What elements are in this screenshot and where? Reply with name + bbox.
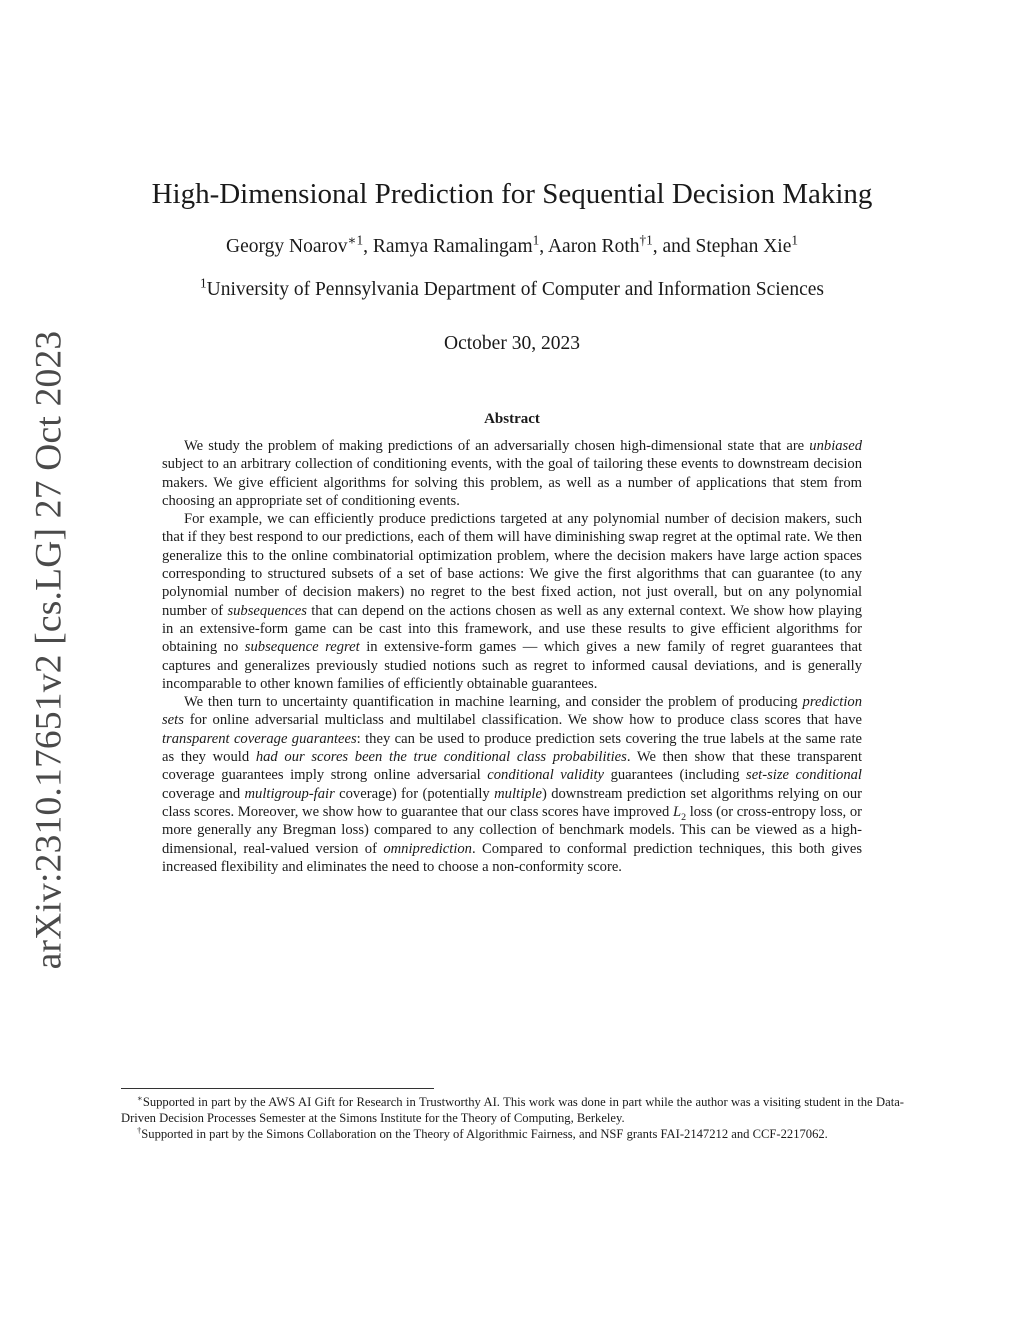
author-separator: , and xyxy=(652,236,696,257)
author-name: Aaron Roth xyxy=(547,236,640,257)
abstract-paragraph-1: We study the problem of making predictions of an adversarially chosen high-dimensional state that are unbiased subject to an arbitrary collection of conditioning events, with the goal of tailoring these events to downstream decision makers. We give efficient algorithms for solving this problem, as well as a number of applications that stem from choosing an appropriate set of conditioning events. xyxy=(162,438,862,509)
paper-title: High-Dimensional Prediction for Sequential Decision Making xyxy=(151,178,873,210)
author-mark: †1 xyxy=(639,232,653,248)
abstract-heading: Abstract xyxy=(484,411,540,427)
author-list xyxy=(0,232,1024,258)
affiliation-text: University of Pennsylvania Department of Computer and Information Sciences xyxy=(206,279,824,300)
footnote-mark: ∗ xyxy=(137,1092,143,1103)
author-mark: 1 xyxy=(532,232,540,248)
author-mark: 1 xyxy=(791,232,798,248)
footnote-2 xyxy=(121,1126,904,1142)
footnotes xyxy=(121,1094,904,1142)
author-name: Ramya Ramalingam xyxy=(372,236,533,257)
author-separator: , xyxy=(539,236,548,257)
abstract-paragraph-2: For example, we can efficiently produce predictions targeted at any polynomial number of decision makers, such that if they best respond to our predictions, each of them will have diminishing swap regret at the optimal rate. We then generalize this to the online combinatorial optimization problem, where the decision makers have large action spaces corresponding to structured subsets of a set of base actions: We give the first algorithms that can guarantee (to any polynomial number of decision makers) no regret to the best fixed action, not just overall, but on any polynomial number of subsequences that can depend on the actions chosen as well as any external context. We show how playing in an extensive-form game can be cast into this framework, and use these results to give efficient algorithms for obtaining no subsequence regret in extensive-form games — which gives a new family of regret guarantees that captures and generalizes previously studied notions such as regret to informed causal deviations, and is generally incomparable to other known families of efficiently obtainable guarantees. xyxy=(162,511,862,692)
footnote-text: Supported in part by the Simons Collaboration on the Theory of Algorithmic Fairness, and NSF grants FAI-2147212 and CCF-2217062. xyxy=(141,1127,828,1141)
author-name: Georgy Noarov xyxy=(225,236,348,257)
abstract-body xyxy=(162,437,862,876)
author-name: Stephan Xie xyxy=(695,236,792,257)
footnote-1 xyxy=(121,1094,904,1126)
author-mark: ∗1 xyxy=(347,232,364,248)
footnote-text: Supported in part by the AWS AI Gift for Research in Trustworthy AI. This work was done in part while the author was a visiting student in the Data-Driven Decision Processes Semester at the Simons Institute for the Theory of Computing, Berkeley. xyxy=(121,1095,904,1125)
arxiv-identifier: arXiv:2310.17651v2 [cs.LG] 27 Oct 2023 xyxy=(28,330,70,970)
footnote-mark: † xyxy=(137,1124,142,1135)
affiliation xyxy=(0,275,1024,301)
author-separator: , xyxy=(363,236,373,257)
footnote-divider xyxy=(121,1088,434,1089)
abstract-paragraph-3: We then turn to uncertainty quantification in machine learning, and consider the problem of producing prediction sets for online adversarial multiclass and multilabel classification. We show how to produce class scores that have transparent coverage guarantees: they can be used to produce prediction sets covering the true labels at the same rate as they would had our scores been the true conditional class probabilities. We then show that these transparent coverage guarantees imply strong online adversarial conditional validity guarantees (including set-size conditional coverage and multigroup-fair coverage) for (potentially multiple) downstream prediction set algorithms relying on our class scores. Moreover, we show how to guarantee that our class scores have improved $L_2$ loss (or cross-entropy loss, or more generally any Bregman loss) compared to any collection of benchmark models. This can be viewed as a high-dimensional, real-valued version of omniprediction. Compared to conformal prediction techniques, this both gives increased flexibility and eliminates the need to choose a non-conformity score. xyxy=(162,694,863,875)
affiliation-mark: 1 xyxy=(200,275,207,291)
paper-date: October 30, 2023 xyxy=(444,333,580,354)
